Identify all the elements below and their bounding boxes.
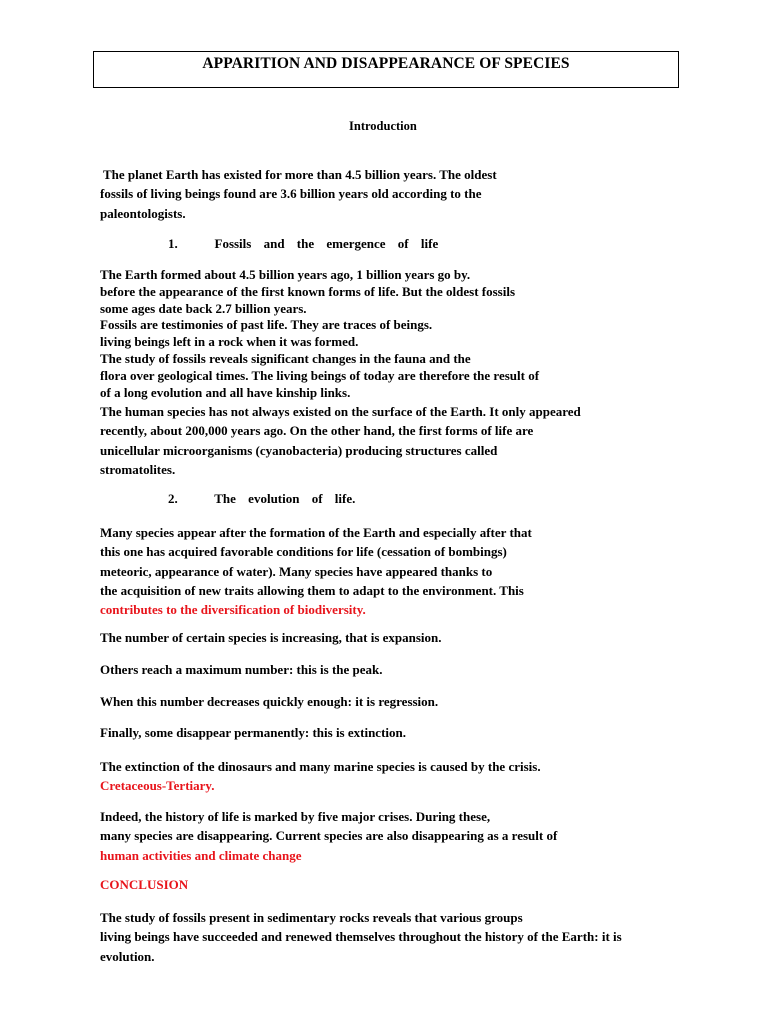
section2-red-line: contributes to the diversification of biodiversity. — [100, 602, 366, 618]
dinosaurs-red-line: Cretaceous-Tertiary. — [100, 778, 215, 794]
conclusion-heading: CONCLUSION — [100, 877, 189, 892]
conclusion-line: evolution. — [100, 948, 155, 964]
dinosaurs-line: The extinction of the dinosaurs and many marine species is caused by the crisis. — [100, 759, 541, 774]
expansion-line: The number of certain species is increasing, that is expansion. — [100, 630, 442, 645]
intro-line: paleontologists. — [100, 205, 186, 221]
section1-line: The human species has not always existed on the surface of the Earth. It only appeared — [100, 404, 581, 419]
dinosaurs-paragraph — [100, 757, 541, 796]
section1-line: Fossils are testimonies of past life. They are traces of beings. — [100, 317, 433, 333]
section1-line: living beings left in a rock when it was formed. — [100, 334, 359, 350]
section1-heading: 1. Fossils and the emergence of life — [168, 236, 439, 251]
section2-line: Many species appear after the formation of the Earth and especially after that — [100, 525, 532, 540]
section1-line: of a long evolution and all have kinship links. — [100, 384, 351, 400]
section1-line: unicellular microorganisms (cyanobacteria) producing structures called — [100, 442, 498, 458]
section1-line: The study of fossils reveals significant changes in the fauna and the — [100, 350, 471, 366]
section2-line: meteoric, appearance of water). Many species have appeared thanks to — [100, 563, 493, 579]
section2-paragraph — [100, 523, 532, 619]
conclusion-line: The study of fossils present in sedimentary rocks reveals that various groups — [100, 910, 523, 925]
intro-paragraph — [100, 165, 497, 223]
crises-line: many species are disappearing. Current species are also disappearing as a result of — [100, 828, 558, 844]
conclusion-line: living beings have succeeded and renewed themselves throughout the history of the Earth: it is — [100, 929, 622, 945]
crises-red-line: human activities and climate change — [100, 847, 302, 863]
section2-heading: 2. The evolution of life. — [168, 491, 356, 506]
title-box — [93, 51, 679, 88]
intro-line: The planet Earth has existed for more than 4.5 billion years. The oldest — [100, 167, 497, 182]
section2-line: the acquisition of new traits allowing them to adapt to the environment. This — [100, 582, 524, 598]
section1-line: before the appearance of the first known forms of life. But the oldest fossils — [100, 283, 515, 299]
section1-line: some ages date back 2.7 billion years. — [100, 300, 307, 316]
intro-line: fossils of living beings found are 3.6 billion years old according to the — [100, 186, 482, 202]
section2-line: this one has acquired favorable conditions for life (cessation of bombings) — [100, 544, 507, 560]
section1-paragraph-a — [100, 267, 539, 401]
crises-line: Indeed, the history of life is marked by five major crises. During these, — [100, 809, 491, 824]
document-title: APPARITION AND DISAPPEARANCE OF SPECIES — [202, 55, 570, 72]
conclusion-paragraph — [100, 908, 622, 966]
section1-line: The Earth formed about 4.5 billion years ago, 1 billion years go by. — [100, 267, 471, 282]
section1-line: recently, about 200,000 years ago. On the other hand, the first forms of life are — [100, 423, 534, 439]
extinction-line: Finally, some disappear permanently: this is extinction. — [100, 725, 406, 740]
crises-paragraph — [100, 807, 557, 865]
section1-line: flora over geological times. The living beings of today are therefore the result of — [100, 367, 540, 383]
intro-heading: Introduction — [349, 119, 417, 133]
section1-paragraph-b — [100, 402, 581, 479]
section1-line: stromatolites. — [100, 461, 176, 477]
peak-line: Others reach a maximum number: this is the peak. — [100, 662, 383, 677]
regression-line: When this number decreases quickly enough: it is regression. — [100, 694, 439, 709]
